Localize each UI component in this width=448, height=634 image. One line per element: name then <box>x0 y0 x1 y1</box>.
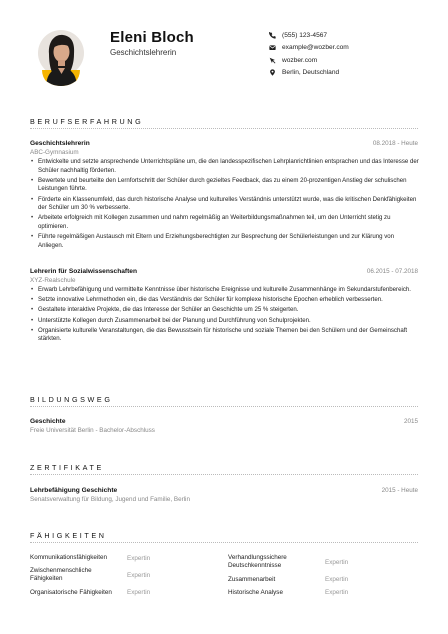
certificate-title: Lehrbefähigung Geschichte <box>30 487 118 494</box>
skill-level: Expertin <box>325 576 349 583</box>
education-institution: Freie Universität Berlin - Bachelor-Abschluss <box>30 427 155 434</box>
certificate-date: 2015 - Heute <box>381 487 418 494</box>
job-company: ABC-Gymnasium <box>30 148 79 156</box>
avatar-photo <box>36 28 86 86</box>
bullet-item: • Entwickelte und setzte ansprechende Unterrichtspläne um, die den landesspezifischen Lehrplanrichtlinien entsprachen und das Interesse der Schüler nachhaltig förderten. <box>30 158 420 175</box>
section-title-certificates: ZERTIFIKATE <box>30 463 104 472</box>
skill-name: Zusammenarbeit <box>228 576 276 583</box>
bullet-item: • Förderte ein Klassenumfeld, das durch historische Analyse und kulturelles Verständnis unterstützt wurde, was die kritischen Denkfähigkeiten der Schüler um 30 % verbesserte. <box>30 196 420 213</box>
job-title: Geschichtslehrerin <box>30 140 90 147</box>
section-divider <box>30 474 418 475</box>
contact-list <box>268 29 349 79</box>
section-title-education: BILDUNGSWEG <box>30 395 113 404</box>
contact-website <box>268 54 349 67</box>
skill-level: Expertin <box>127 589 151 596</box>
candidate-title: Geschichtslehrerin <box>110 48 177 57</box>
section-title-skills: FÄHIGKEITEN <box>30 531 107 540</box>
job-bullets <box>30 286 420 346</box>
bullet-item: • Unterstützte Kollegen durch Zusammenarbeit bei der Planung und Durchführung von Schulprojekten. <box>30 317 420 326</box>
job-bullets <box>30 158 420 252</box>
phone-icon <box>268 31 277 40</box>
envelope-icon <box>268 43 277 52</box>
section-divider <box>30 128 418 129</box>
skill-name: Organisatorische Fähigkeiten <box>30 589 112 596</box>
bullet-item: • Setzte innovative Lehrmethoden ein, die das Verständnis der Schüler für komplexe historische Epochen erheblich verbesserten. <box>30 296 420 305</box>
skill-level: Expertin <box>325 589 349 596</box>
contact-email <box>268 42 349 55</box>
skill-name: Historische Analyse <box>228 589 283 596</box>
skill-name: Kommunikationsfähigkeiten <box>30 554 108 561</box>
contact-phone <box>268 29 349 42</box>
avatar <box>36 28 86 86</box>
section-divider <box>30 406 418 407</box>
job-date: 06.2015 - 07.2018 <box>366 268 418 275</box>
job-company: XYZ-Realschule <box>30 276 76 284</box>
skill-level: Expertin <box>127 555 151 562</box>
skill-level: Expertin <box>127 572 151 579</box>
education-title: Geschichte <box>30 418 66 425</box>
location-pin-icon <box>268 68 277 77</box>
link-icon <box>268 56 277 65</box>
skill-level: Expertin <box>325 559 349 566</box>
section-divider <box>30 542 418 543</box>
job-date: 08.2018 - Heute <box>372 140 418 147</box>
section-title-experience: BERUFSERFAHRUNG <box>30 117 144 126</box>
skill-name: Verhandlungssichere Deutschkenntnisse <box>228 554 287 570</box>
education-date: 2015 <box>403 418 418 425</box>
candidate-name: Eleni Bloch <box>110 29 194 46</box>
contact-website-text[interactable]: wozber.com <box>282 56 318 64</box>
bullet-item: • Arbeitete erfolgreich mit Kollegen zusammen und nahm regelmäßig an Weiterbildungsmaßnahmen teil, um den Unterricht stetig zu optimieren. <box>30 214 420 231</box>
bullet-item: • Führte regelmäßigen Austausch mit Eltern und Erziehungsberechtigten zur Besprechung der Schülerleistungen und zur Klärung von Anliegen. <box>30 233 420 250</box>
contact-location-text: Berlin, Deutschland <box>282 69 340 77</box>
job-title: Lehrerin für Sozialwissenschaften <box>30 268 137 275</box>
contact-phone-text[interactable]: (555) 123-4567 <box>282 31 328 39</box>
bullet-item: • Organisierte kulturelle Veranstaltungen, die das Bewusstsein für historische und soziale Themen bei den Schülern und der Gemeinschaft stärkten. <box>30 327 420 344</box>
contact-location <box>268 67 349 80</box>
certificate-issuer: Senatsverwaltung für Bildung, Jugend und Familie, Berlin <box>30 496 190 503</box>
bullet-item: • Gestaltete interaktive Projekte, die das Interesse der Schüler an Geschichte um 25 % steigerten. <box>30 306 420 315</box>
bullet-item: • Erwarb Lehrbefähigung und vermittelte Kenntnisse über historische Ereignisse und kulturelle Zusammenhänge im Sekundarstufenbereich. <box>30 286 420 295</box>
bullet-item: • Bewertete und beurteilte den Lernfortschritt der Schüler durch gezieltes Feedback, das zu einem 20-prozentigen Anstieg der schulischen Leistungen führte. <box>30 177 420 194</box>
skill-name: Zwischenmenschliche Fähigkeiten <box>30 567 92 583</box>
contact-email-text[interactable]: example@wozber.com <box>282 44 349 52</box>
